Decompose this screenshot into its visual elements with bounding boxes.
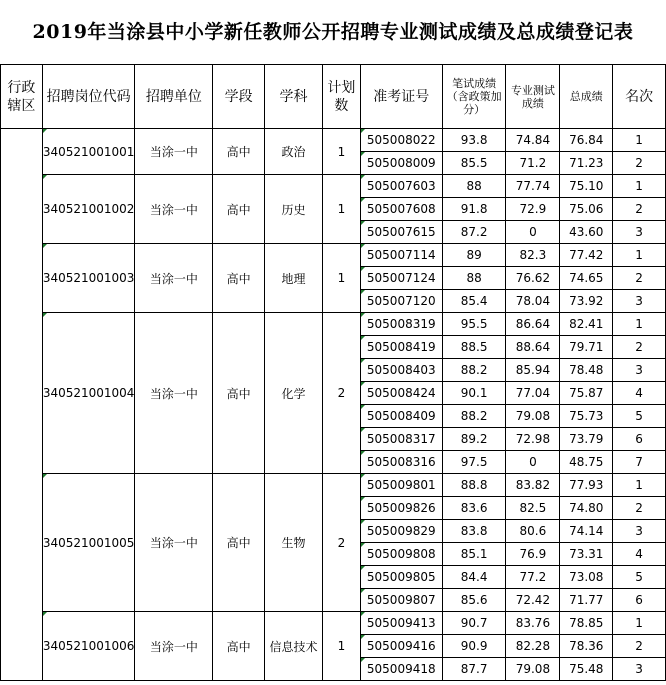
- exam-id-cell: 505009413: [360, 612, 442, 635]
- subject-cell: 信息技术: [265, 612, 323, 681]
- professional-score-cell: 71.2: [506, 152, 560, 175]
- professional-score-cell: 85.94: [506, 359, 560, 382]
- written-score-cell: 90.9: [442, 635, 506, 658]
- unit-cell: 当涂一中: [135, 313, 213, 474]
- header-total-score: 总成绩: [560, 65, 613, 129]
- stage-cell: 高中: [213, 244, 265, 313]
- written-score-cell: 88: [442, 175, 506, 198]
- written-score-cell: 83.6: [442, 497, 506, 520]
- header-rank: 名次: [613, 65, 666, 129]
- written-score-cell: 97.5: [442, 451, 506, 474]
- header-row: [1, 65, 666, 129]
- subject-cell: 政治: [265, 129, 323, 175]
- table-row: [1, 612, 666, 635]
- written-score-cell: 93.8: [442, 129, 506, 152]
- rank-cell: 4: [613, 382, 666, 405]
- header-plan-count: 计划数: [322, 65, 360, 129]
- header-unit: 招聘单位: [135, 65, 213, 129]
- rank-cell: 1: [613, 175, 666, 198]
- unit-cell: 当涂一中: [135, 244, 213, 313]
- total-score-cell: 76.84: [560, 129, 613, 152]
- written-score-cell: 89: [442, 244, 506, 267]
- total-score-cell: 71.23: [560, 152, 613, 175]
- professional-score-cell: 76.9: [506, 543, 560, 566]
- professional-score-cell: 72.42: [506, 589, 560, 612]
- exam-id-cell: 505008319: [360, 313, 442, 336]
- total-score-cell: 74.80: [560, 497, 613, 520]
- exam-id-cell: 505007114: [360, 244, 442, 267]
- total-score-cell: 78.36: [560, 635, 613, 658]
- exam-id-cell: 505007124: [360, 267, 442, 290]
- total-score-cell: 73.79: [560, 428, 613, 451]
- professional-score-cell: 78.04: [506, 290, 560, 313]
- total-score-cell: 75.87: [560, 382, 613, 405]
- plan-count-cell: 1: [322, 612, 360, 681]
- position-code-cell: 340521001003: [42, 244, 135, 313]
- plan-count-cell: 1: [322, 244, 360, 313]
- total-score-cell: 73.08: [560, 566, 613, 589]
- written-score-cell: 84.4: [442, 566, 506, 589]
- total-score-cell: 78.85: [560, 612, 613, 635]
- rank-cell: 1: [613, 313, 666, 336]
- professional-score-cell: 83.82: [506, 474, 560, 497]
- stage-cell: 高中: [213, 474, 265, 612]
- total-score-cell: 77.93: [560, 474, 613, 497]
- rank-cell: 1: [613, 244, 666, 267]
- rank-cell: 6: [613, 428, 666, 451]
- professional-score-cell: 74.84: [506, 129, 560, 152]
- rank-cell: 3: [613, 359, 666, 382]
- exam-id-cell: 505008424: [360, 382, 442, 405]
- exam-id-cell: 505009808: [360, 543, 442, 566]
- rank-cell: 2: [613, 635, 666, 658]
- written-score-cell: 88: [442, 267, 506, 290]
- subject-cell: 生物: [265, 474, 323, 612]
- written-score-cell: 88.2: [442, 405, 506, 428]
- score-table: [0, 64, 666, 681]
- header-subject: 学科: [265, 65, 323, 129]
- total-score-cell: 77.42: [560, 244, 613, 267]
- plan-count-cell: 1: [322, 129, 360, 175]
- total-score-cell: 78.48: [560, 359, 613, 382]
- professional-score-cell: 79.08: [506, 405, 560, 428]
- written-score-cell: 88.8: [442, 474, 506, 497]
- position-code-cell: 340521001001: [42, 129, 135, 175]
- subject-cell: 地理: [265, 244, 323, 313]
- sheet-title: 2019年当涂县中小学新任教师公开招聘专业测试成绩及总成绩登记表: [32, 21, 634, 43]
- district-cell: [1, 129, 43, 681]
- rank-cell: 2: [613, 497, 666, 520]
- header-district: 行政辖区: [1, 65, 43, 129]
- written-score-cell: 85.4: [442, 290, 506, 313]
- written-score-cell: 95.5: [442, 313, 506, 336]
- rank-cell: 2: [613, 152, 666, 175]
- professional-score-cell: 72.98: [506, 428, 560, 451]
- written-score-cell: 87.7: [442, 658, 506, 681]
- exam-id-cell: 505009805: [360, 566, 442, 589]
- total-score-cell: 74.65: [560, 267, 613, 290]
- exam-id-cell: 505009829: [360, 520, 442, 543]
- header-position-code: 招聘岗位代码: [42, 65, 135, 129]
- written-score-cell: 87.2: [442, 221, 506, 244]
- written-score-cell: 88.2: [442, 359, 506, 382]
- position-code-cell: 340521001006: [42, 612, 135, 681]
- professional-score-cell: 86.64: [506, 313, 560, 336]
- total-score-cell: 73.92: [560, 290, 613, 313]
- professional-score-cell: 72.9: [506, 198, 560, 221]
- rank-cell: 3: [613, 658, 666, 681]
- stage-cell: 高中: [213, 129, 265, 175]
- professional-score-cell: 83.76: [506, 612, 560, 635]
- unit-cell: 当涂一中: [135, 474, 213, 612]
- table-row: [1, 244, 666, 267]
- exam-id-cell: 505008409: [360, 405, 442, 428]
- total-score-cell: 75.06: [560, 198, 613, 221]
- written-score-cell: 85.1: [442, 543, 506, 566]
- header-professional-score: 专业测试成绩: [506, 65, 560, 129]
- plan-count-cell: 2: [322, 313, 360, 474]
- exam-id-cell: 505008419: [360, 336, 442, 359]
- written-score-cell: 83.8: [442, 520, 506, 543]
- professional-score-cell: 88.64: [506, 336, 560, 359]
- total-score-cell: 43.60: [560, 221, 613, 244]
- unit-cell: 当涂一中: [135, 175, 213, 244]
- rank-cell: 3: [613, 290, 666, 313]
- subject-cell: 历史: [265, 175, 323, 244]
- table-row: [1, 313, 666, 336]
- rank-cell: 2: [613, 198, 666, 221]
- exam-id-cell: 505007120: [360, 290, 442, 313]
- exam-id-cell: 505007608: [360, 198, 442, 221]
- position-code-cell: 340521001002: [42, 175, 135, 244]
- rank-cell: 3: [613, 520, 666, 543]
- rank-cell: 7: [613, 451, 666, 474]
- header-exam-id: 准考证号: [360, 65, 442, 129]
- rank-cell: 2: [613, 336, 666, 359]
- professional-score-cell: 0: [506, 451, 560, 474]
- table-row: [1, 474, 666, 497]
- professional-score-cell: 82.28: [506, 635, 560, 658]
- unit-cell: 当涂一中: [135, 612, 213, 681]
- total-score-cell: 82.41: [560, 313, 613, 336]
- exam-id-cell: 505009801: [360, 474, 442, 497]
- rank-cell: 1: [613, 612, 666, 635]
- professional-score-cell: 80.6: [506, 520, 560, 543]
- exam-id-cell: 505008403: [360, 359, 442, 382]
- plan-count-cell: 2: [322, 474, 360, 612]
- total-score-cell: 75.48: [560, 658, 613, 681]
- professional-score-cell: 76.62: [506, 267, 560, 290]
- header-written-score: 笔试成绩（含政策加分）: [442, 65, 506, 129]
- rank-cell: 6: [613, 589, 666, 612]
- rank-cell: 3: [613, 221, 666, 244]
- total-score-cell: 71.77: [560, 589, 613, 612]
- total-score-cell: 75.10: [560, 175, 613, 198]
- written-score-cell: 90.7: [442, 612, 506, 635]
- exam-id-cell: 505008316: [360, 451, 442, 474]
- total-score-cell: 79.71: [560, 336, 613, 359]
- exam-id-cell: 505008022: [360, 129, 442, 152]
- unit-cell: 当涂一中: [135, 129, 213, 175]
- written-score-cell: 89.2: [442, 428, 506, 451]
- total-score-cell: 75.73: [560, 405, 613, 428]
- stage-cell: 高中: [213, 175, 265, 244]
- exam-id-cell: 505008317: [360, 428, 442, 451]
- total-score-cell: 73.31: [560, 543, 613, 566]
- header-stage: 学段: [213, 65, 265, 129]
- exam-id-cell: 505007603: [360, 175, 442, 198]
- rank-cell: 1: [613, 474, 666, 497]
- written-score-cell: 85.6: [442, 589, 506, 612]
- plan-count-cell: 1: [322, 175, 360, 244]
- rank-cell: 5: [613, 566, 666, 589]
- table-body: [1, 129, 666, 681]
- professional-score-cell: 77.2: [506, 566, 560, 589]
- table-row: [1, 175, 666, 198]
- exam-id-cell: 505007615: [360, 221, 442, 244]
- professional-score-cell: 82.3: [506, 244, 560, 267]
- written-score-cell: 88.5: [442, 336, 506, 359]
- table-row: [1, 129, 666, 152]
- rank-cell: 4: [613, 543, 666, 566]
- exam-id-cell: 505009418: [360, 658, 442, 681]
- rank-cell: 5: [613, 405, 666, 428]
- position-code-cell: 340521001005: [42, 474, 135, 612]
- professional-score-cell: 77.04: [506, 382, 560, 405]
- subject-cell: 化学: [265, 313, 323, 474]
- written-score-cell: 85.5: [442, 152, 506, 175]
- total-score-cell: 74.14: [560, 520, 613, 543]
- written-score-cell: 90.1: [442, 382, 506, 405]
- exam-id-cell: 505009416: [360, 635, 442, 658]
- stage-cell: 高中: [213, 313, 265, 474]
- total-score-cell: 48.75: [560, 451, 613, 474]
- professional-score-cell: 82.5: [506, 497, 560, 520]
- rank-cell: 2: [613, 267, 666, 290]
- written-score-cell: 91.8: [442, 198, 506, 221]
- professional-score-cell: 0: [506, 221, 560, 244]
- position-code-cell: 340521001004: [42, 313, 135, 474]
- rank-cell: 1: [613, 129, 666, 152]
- professional-score-cell: 79.08: [506, 658, 560, 681]
- exam-id-cell: 505009807: [360, 589, 442, 612]
- stage-cell: 高中: [213, 612, 265, 681]
- exam-id-cell: 505008009: [360, 152, 442, 175]
- professional-score-cell: 77.74: [506, 175, 560, 198]
- exam-id-cell: 505009826: [360, 497, 442, 520]
